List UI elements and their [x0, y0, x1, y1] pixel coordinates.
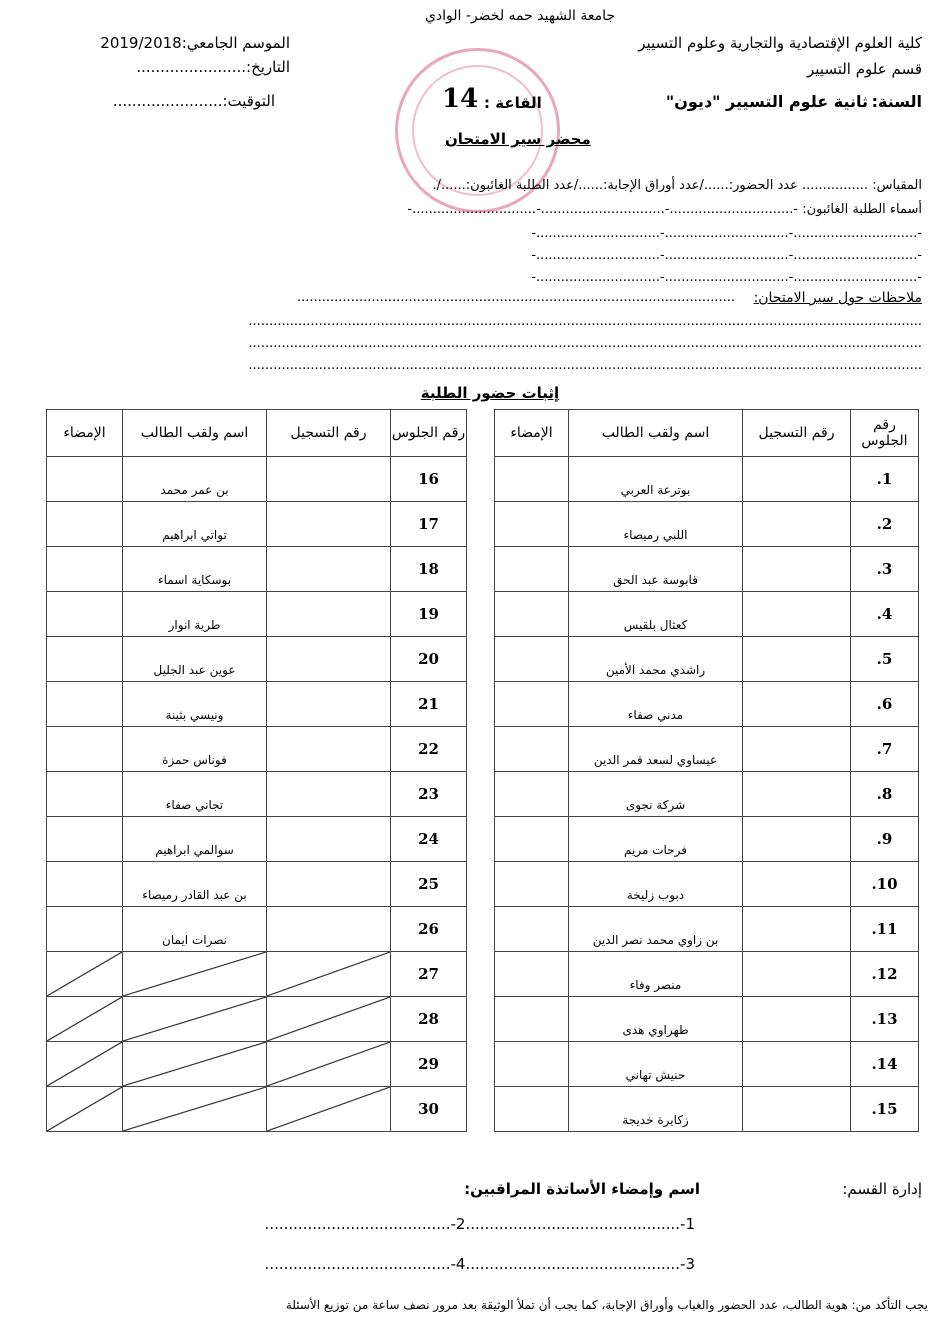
student-name: [123, 997, 267, 1042]
seat-number: 22: [391, 727, 467, 772]
student-name: [123, 592, 267, 637]
seat-number: 29: [391, 1042, 467, 1087]
student-name-text: تجاني صفاء: [165, 798, 224, 812]
signature-cell: [47, 997, 123, 1042]
student-name-text: طهراوي هدى: [622, 1023, 689, 1037]
registration-cell: [267, 547, 391, 592]
room-number: 14: [442, 84, 479, 114]
student-name: [123, 1042, 267, 1087]
table-row: [495, 457, 919, 502]
department-name: قسم علوم التسيير: [807, 60, 922, 78]
registration-cell: [267, 727, 391, 772]
student-name: [569, 1042, 743, 1087]
proctor-lines-1-2: 1-.............................................2-.......................................: [264, 1215, 695, 1233]
student-name: [569, 457, 743, 502]
student-name: [123, 682, 267, 727]
registration-cell: [743, 727, 851, 772]
registration-cell: [743, 637, 851, 682]
signature-cell: [47, 592, 123, 637]
level-label: السنة:: [871, 92, 922, 111]
seat-number: 26: [391, 907, 467, 952]
signature-cell: [495, 1042, 569, 1087]
signature-cell: [495, 817, 569, 862]
table-row: [495, 727, 919, 772]
table-row: [495, 907, 919, 952]
student-name: [123, 727, 267, 772]
table-row: [495, 1042, 919, 1087]
student-name: [569, 817, 743, 862]
signature-cell: [47, 682, 123, 727]
student-name: [123, 817, 267, 862]
student-name: [569, 592, 743, 637]
student-name: [569, 997, 743, 1042]
seat-number: 3.: [851, 547, 919, 592]
seat-number: 17: [391, 502, 467, 547]
student-name: [569, 772, 743, 817]
registration-cell: [267, 592, 391, 637]
registration-cell: [267, 1042, 391, 1087]
crossed-out-cell: [267, 1087, 390, 1131]
proctor-lines-3-4: 3-.............................................4-.......................................: [264, 1255, 695, 1273]
student-name-text: ونيسي بثينة: [165, 708, 224, 722]
registration-cell: [267, 682, 391, 727]
absent-students-line: أسماء الطلبة الغائبون: -..............................-..............................-..............................-: [407, 202, 922, 217]
level-value: ثانية علوم التسيير "ديون": [665, 92, 868, 111]
student-name: [569, 952, 743, 997]
registration-cell: [267, 637, 391, 682]
table-row: [47, 862, 467, 907]
exam-notes-line-4: ...................................................................................................................................................................: [248, 358, 922, 373]
registration-cell: [743, 547, 851, 592]
header-seat: رقم الجلوس: [391, 410, 467, 457]
header-seat: رقم الجلوس: [851, 410, 919, 457]
signature-cell: [47, 772, 123, 817]
seat-number: 25: [391, 862, 467, 907]
student-name-text: دبوب زليخة: [626, 888, 685, 902]
student-name: [123, 637, 267, 682]
table-row: [495, 637, 919, 682]
table-row: [47, 1087, 467, 1132]
seat-number: 8.: [851, 772, 919, 817]
table-row: [495, 592, 919, 637]
seat-number: 20: [391, 637, 467, 682]
crossed-out-cell: [47, 1087, 122, 1131]
student-name: [569, 727, 743, 772]
signature-cell: [47, 1087, 123, 1132]
signature-cell: [495, 637, 569, 682]
seat-number: 4.: [851, 592, 919, 637]
registration-cell: [267, 1087, 391, 1132]
signature-cell: [47, 727, 123, 772]
student-name: [123, 907, 267, 952]
registration-cell: [267, 772, 391, 817]
table-row: [47, 997, 467, 1042]
signature-cell: [495, 592, 569, 637]
exam-notes-line-2: ...................................................................................................................................................................: [248, 314, 922, 329]
table-row: [47, 907, 467, 952]
table-row: [495, 952, 919, 997]
seat-number: 30: [391, 1087, 467, 1132]
exam-notes-line-3: ...................................................................................................................................................................: [248, 336, 922, 351]
room-label: القاعة :: [484, 94, 542, 112]
seat-number: 9.: [851, 817, 919, 862]
header-student-name: اسم ولقب الطالب: [123, 410, 267, 457]
student-name: [569, 682, 743, 727]
signature-cell: [47, 1042, 123, 1087]
signature-cell: [495, 907, 569, 952]
registration-cell: [743, 502, 851, 547]
table-row: [47, 772, 467, 817]
student-name-text: مدني صفاء: [627, 708, 684, 722]
signature-cell: [495, 997, 569, 1042]
student-name: [123, 952, 267, 997]
student-name: [123, 862, 267, 907]
seat-number: 1.: [851, 457, 919, 502]
header-registration: رقم التسجيل: [743, 410, 851, 457]
student-name: [569, 907, 743, 952]
registration-cell: [267, 997, 391, 1042]
table-row: [495, 1087, 919, 1132]
table-row: [47, 1042, 467, 1087]
registration-cell: [743, 682, 851, 727]
seat-number: 15.: [851, 1087, 919, 1132]
exam-time: التوقيت:.......................: [112, 92, 275, 110]
registration-cell: [743, 817, 851, 862]
signature-cell: [495, 727, 569, 772]
student-name: [569, 637, 743, 682]
seat-number: 5.: [851, 637, 919, 682]
crossed-out-cell: [123, 1042, 266, 1086]
seat-number: 18: [391, 547, 467, 592]
seat-number: 2.: [851, 502, 919, 547]
student-name-text: اللبي رميصاء: [623, 528, 688, 542]
table-row: [47, 952, 467, 997]
student-name-text: منصر وفاء: [629, 978, 682, 992]
crossed-out-cell: [267, 952, 390, 996]
student-name: [569, 1087, 743, 1132]
seat-number: 21: [391, 682, 467, 727]
registration-cell: [743, 592, 851, 637]
signature-cell: [495, 952, 569, 997]
table-row: [495, 502, 919, 547]
student-name: [569, 862, 743, 907]
student-name-text: عوين عبد الجليل: [153, 663, 236, 677]
document-title: محضر سير الامتحان: [445, 130, 591, 148]
seat-number: 13.: [851, 997, 919, 1042]
attendance-table-left: [46, 409, 467, 1132]
student-name-text: بوسكاية اسماء: [157, 573, 232, 587]
department-administration: إدارة القسم:: [842, 1180, 922, 1198]
registration-cell: [267, 952, 391, 997]
signature-cell: [495, 862, 569, 907]
header-student-name: اسم ولقب الطالب: [569, 410, 743, 457]
crossed-out-cell: [123, 952, 266, 996]
header-registration: رقم التسجيل: [267, 410, 391, 457]
student-name: [569, 502, 743, 547]
registration-cell: [267, 907, 391, 952]
signature-cell: [47, 862, 123, 907]
crossed-out-cell: [267, 997, 390, 1041]
absent-students-line-3: -..............................-..............................-..............................-: [531, 248, 922, 263]
registration-cell: [267, 457, 391, 502]
student-name-text: شركة نجوى: [625, 798, 686, 812]
crossed-out-cell: [123, 997, 266, 1041]
table-row: [47, 592, 467, 637]
proctors-label: اسم وإمضاء الأساتذة المراقبين:: [464, 1180, 700, 1198]
student-name-text: نصرات ايمان: [162, 933, 227, 947]
table-row: [47, 682, 467, 727]
signature-cell: [47, 817, 123, 862]
student-name: [123, 502, 267, 547]
table-row: [495, 997, 919, 1042]
student-name-text: قابوسة عبد الحق: [613, 573, 698, 587]
exam-notes-label: ملاحظات حول سير الامتحان:: [753, 290, 922, 306]
student-name-text: كعثال بلقيس: [623, 618, 688, 632]
registration-cell: [743, 1042, 851, 1087]
registration-cell: [743, 952, 851, 997]
registration-cell: [743, 457, 851, 502]
crossed-out-cell: [47, 952, 122, 996]
signature-cell: [495, 502, 569, 547]
signature-cell: [47, 547, 123, 592]
signature-cell: [495, 457, 569, 502]
table-row: [47, 502, 467, 547]
seat-number: 24: [391, 817, 467, 862]
crossed-out-cell: [47, 997, 122, 1041]
header-signature: الإمضاء: [47, 410, 123, 457]
header-signature: الإمضاء: [495, 410, 569, 457]
student-name: [123, 547, 267, 592]
table-row: [495, 772, 919, 817]
signature-cell: [495, 772, 569, 817]
registration-cell: [743, 997, 851, 1042]
academic-season: الموسم الجامعي:2019/2018: [100, 34, 290, 52]
student-name: [123, 772, 267, 817]
registration-cell: [267, 862, 391, 907]
exam-date: التاريخ:.......................: [136, 58, 290, 76]
seat-number: 12.: [851, 952, 919, 997]
student-name-text: طرية انوار: [168, 618, 221, 632]
signature-cell: [47, 637, 123, 682]
registration-cell: [743, 862, 851, 907]
table-row: [47, 457, 467, 502]
exam-notes-dots: ..........................................................................................................: [296, 290, 735, 305]
crossed-out-cell: [47, 1042, 122, 1086]
student-name-text: فرحات مريم: [624, 843, 687, 857]
student-name-text: زكايرة خديجة: [622, 1113, 689, 1127]
crossed-out-cell: [267, 1042, 390, 1086]
student-name: [123, 457, 267, 502]
seat-number: 16: [391, 457, 467, 502]
student-name-text: حنيش تهاني: [625, 1068, 686, 1082]
table-row: [47, 547, 467, 592]
seat-number: 11.: [851, 907, 919, 952]
table-row: [47, 727, 467, 772]
signature-cell: [47, 907, 123, 952]
signature-cell: [47, 502, 123, 547]
student-name-text: تواتي ابراهيم: [162, 528, 227, 542]
student-name: [123, 1087, 267, 1132]
registration-cell: [267, 502, 391, 547]
registration-cell: [743, 772, 851, 817]
seat-number: 19: [391, 592, 467, 637]
signature-cell: [47, 952, 123, 997]
seat-number: 10.: [851, 862, 919, 907]
faculty-name: كلية العلوم الإقتصادية والتجارية وعلوم التسيير: [638, 34, 922, 52]
absent-students-line-4: -..............................-..............................-..............................-: [531, 270, 922, 285]
signature-cell: [495, 547, 569, 592]
signature-cell: [495, 1087, 569, 1132]
table-row: [495, 862, 919, 907]
student-name-text: فوناس حمزة: [162, 753, 227, 767]
registration-cell: [743, 1087, 851, 1132]
attendance-table-right: [494, 409, 919, 1132]
seat-number: 6.: [851, 682, 919, 727]
table-row: [47, 637, 467, 682]
signature-cell: [47, 457, 123, 502]
student-name-text: بن زاوي محمد نصر الدين: [592, 933, 719, 947]
table-row: [47, 817, 467, 862]
table-row: [495, 817, 919, 862]
student-name-text: سوالمي ابراهيم: [155, 843, 234, 857]
student-name-text: بن عمر محمد: [160, 483, 229, 497]
registration-cell: [743, 907, 851, 952]
seat-number: 7.: [851, 727, 919, 772]
student-name-text: عيساوي لسعد قمر الدين: [593, 753, 718, 767]
table-row: [495, 682, 919, 727]
registration-cell: [267, 817, 391, 862]
table-row: [495, 547, 919, 592]
attendance-title: إثبات حضور الطلبة: [420, 384, 560, 402]
subject-attendance-line: المقياس: ................ عدد الحضور:....../عدد أوراق الإجابة:....../عدد الطلبة الغائبون:....../.: [432, 178, 922, 193]
student-name-text: بوترعة العربي: [620, 483, 691, 497]
seat-number: 28: [391, 997, 467, 1042]
verification-note: يجب التأكد من: هوية الطالب، عدد الحضور والغياب وأوراق الإجابة، كما يجب أن تملأ الوثيقة بعد مرور نصف ساعة من توزيع الأسئلة: [285, 1298, 928, 1312]
absent-students-line-2: -..............................-..............................-..............................-: [531, 226, 922, 241]
crossed-out-cell: [123, 1087, 266, 1131]
student-name-text: راشدي محمد الأمين: [605, 663, 706, 677]
seat-number: 23: [391, 772, 467, 817]
signature-cell: [495, 682, 569, 727]
seat-number: 27: [391, 952, 467, 997]
university-name: جامعة الشهيد حمه لخضر- الوادي: [424, 8, 616, 24]
student-name: [569, 547, 743, 592]
student-name-text: بن عبد القادر رميصاء: [142, 888, 247, 902]
seat-number: 14.: [851, 1042, 919, 1087]
